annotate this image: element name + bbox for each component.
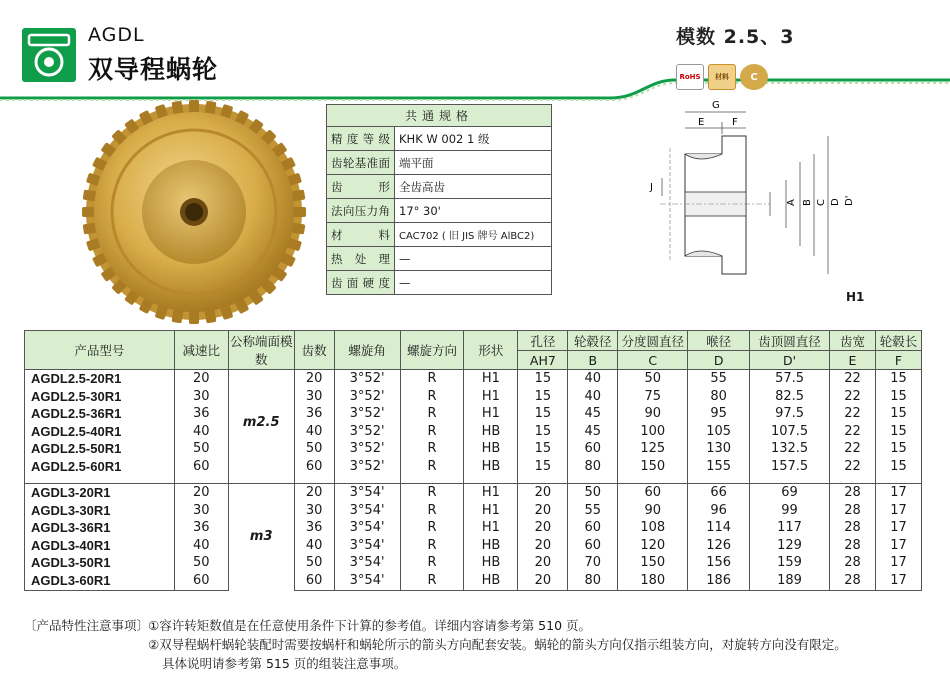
cell-shape: HB — [464, 572, 518, 590]
cell-ratio: 20 — [174, 484, 228, 502]
spec-key: 齿轮基准面 — [327, 151, 395, 175]
separator-cell — [875, 476, 921, 484]
cell-bore: 15 — [518, 405, 568, 423]
header-throat-dia: 喉径 — [688, 331, 750, 351]
cell-hub-len: 15 — [875, 388, 921, 406]
cell-hub-dia: 60 — [568, 440, 618, 458]
cell-outside-dia: 97.5 — [750, 405, 830, 423]
cell-hand: R — [400, 554, 464, 572]
cell-throat-dia: 114 — [688, 519, 750, 537]
cell-throat-dia: 55 — [688, 370, 750, 388]
cell-face-width: 22 — [830, 405, 876, 423]
cell-hub-dia: 40 — [568, 388, 618, 406]
cell-hub-dia: 80 — [568, 572, 618, 590]
header-ratio: 减速比 — [174, 331, 228, 370]
header-bore-sub: AH7 — [518, 351, 568, 370]
copper-badge: C — [740, 64, 768, 90]
header-pitch-dia: 分度圆直径 — [618, 331, 688, 351]
cell-hub-len: 17 — [875, 519, 921, 537]
worm-wheel-photo — [70, 100, 318, 324]
cell-hand: R — [400, 537, 464, 555]
cell-shape: HB — [464, 554, 518, 572]
cell-hub-len: 15 — [875, 405, 921, 423]
table-row — [25, 423, 922, 441]
cell-outside-dia: 129 — [750, 537, 830, 555]
table-row — [25, 388, 922, 406]
cell-outside-dia: 69 — [750, 484, 830, 502]
cell-bore: 20 — [518, 537, 568, 555]
cell-ratio: 20 — [174, 370, 228, 388]
note-line: 具体说明请参考第 515 页的组装注意事项。 — [162, 656, 407, 671]
table-row — [25, 405, 922, 423]
material-badges — [676, 64, 768, 90]
cell-ratio: 40 — [174, 537, 228, 555]
cell-hub-dia: 70 — [568, 554, 618, 572]
cell-hand: R — [400, 502, 464, 520]
dim-label-b: B — [802, 199, 813, 206]
separator-cell — [228, 476, 294, 484]
separator-cell — [334, 476, 400, 484]
header-hub-len-sub: F — [875, 351, 921, 370]
cell-outside-dia: 57.5 — [750, 370, 830, 388]
cell-shape: H1 — [464, 405, 518, 423]
cell-hand: R — [400, 458, 464, 476]
cell-helix: 3°54' — [334, 502, 400, 520]
cell-hand: R — [400, 405, 464, 423]
cell-bore: 20 — [518, 519, 568, 537]
table-row — [25, 572, 922, 590]
cell-hub-dia: 60 — [568, 519, 618, 537]
header-module: 公称端面模数 — [228, 331, 294, 370]
cell-ratio: 50 — [174, 554, 228, 572]
table-row — [25, 370, 922, 388]
dim-label-g: G — [712, 100, 720, 111]
cell-hub-dia: 80 — [568, 458, 618, 476]
separator-cell — [518, 476, 568, 484]
cell-shape: HB — [464, 440, 518, 458]
group-separator — [25, 476, 922, 484]
spec-value: 17° 30' — [395, 199, 552, 223]
cell-model: AGDL2.5-20R1 — [25, 370, 175, 388]
cell-helix: 3°52' — [334, 458, 400, 476]
cell-throat-dia: 186 — [688, 572, 750, 590]
cell-model: AGDL2.5-40R1 — [25, 423, 175, 441]
cell-hub-dia: 45 — [568, 405, 618, 423]
dim-label-d-prime: D' — [844, 195, 855, 206]
header-hand: 螺旋方向 — [400, 331, 464, 370]
cell-hand: R — [400, 423, 464, 441]
cell-throat-dia: 80 — [688, 388, 750, 406]
cell-pitch-dia: 60 — [618, 484, 688, 502]
cell-shape: HB — [464, 537, 518, 555]
cell-pitch-dia: 125 — [618, 440, 688, 458]
cell-helix: 3°54' — [334, 519, 400, 537]
cell-face-width: 22 — [830, 423, 876, 441]
cell-shape: H1 — [464, 502, 518, 520]
cell-ratio: 50 — [174, 440, 228, 458]
cell-ratio: 36 — [174, 519, 228, 537]
shape-label: H1 — [846, 290, 865, 304]
spec-value: — — [395, 271, 552, 295]
cell-helix: 3°54' — [334, 537, 400, 555]
spec-key: 热处理 — [327, 247, 395, 271]
separator-cell — [688, 476, 750, 484]
separator-cell — [174, 476, 228, 484]
module-label: 模数 2.5、3 — [676, 26, 795, 48]
cell-teeth: 36 — [294, 405, 334, 423]
cell-throat-dia: 105 — [688, 423, 750, 441]
dim-label-d: D — [830, 198, 841, 206]
cell-module: m2.5 — [228, 370, 294, 476]
cell-throat-dia: 66 — [688, 484, 750, 502]
cell-pitch-dia: 150 — [618, 554, 688, 572]
cell-face-width: 22 — [830, 370, 876, 388]
cell-outside-dia: 132.5 — [750, 440, 830, 458]
spec-key: 法向压力角 — [327, 199, 395, 223]
cell-ratio: 30 — [174, 388, 228, 406]
cell-helix: 3°52' — [334, 405, 400, 423]
cell-teeth: 40 — [294, 537, 334, 555]
cell-bore: 15 — [518, 370, 568, 388]
separator-cell — [750, 476, 830, 484]
cell-model: AGDL3-20R1 — [25, 484, 175, 502]
cell-hub-dia: 55 — [568, 502, 618, 520]
cell-shape: H1 — [464, 519, 518, 537]
header-helix: 螺旋角 — [334, 331, 400, 370]
series-code: AGDL — [88, 24, 145, 46]
cell-model: AGDL3-50R1 — [25, 554, 175, 572]
cell-teeth: 60 — [294, 572, 334, 590]
separator-cell — [294, 476, 334, 484]
separator-cell — [830, 476, 876, 484]
cell-helix: 3°52' — [334, 370, 400, 388]
cell-hand: R — [400, 519, 464, 537]
cell-hub-len: 15 — [875, 370, 921, 388]
separator-cell — [568, 476, 618, 484]
cell-hub-len: 15 — [875, 440, 921, 458]
cell-hand: R — [400, 388, 464, 406]
table-row — [25, 554, 922, 572]
cell-teeth: 60 — [294, 458, 334, 476]
cell-ratio: 40 — [174, 423, 228, 441]
cell-pitch-dia: 90 — [618, 502, 688, 520]
cell-face-width: 28 — [830, 537, 876, 555]
spec-key: 材料 — [327, 223, 395, 247]
cell-hub-dia: 40 — [568, 370, 618, 388]
cell-throat-dia: 126 — [688, 537, 750, 555]
cell-model: AGDL2.5-36R1 — [25, 405, 175, 423]
rohs-badge: RoHS — [676, 64, 704, 90]
cell-teeth: 50 — [294, 554, 334, 572]
cell-ratio: 36 — [174, 405, 228, 423]
cell-throat-dia: 156 — [688, 554, 750, 572]
cell-throat-dia: 96 — [688, 502, 750, 520]
cell-model: AGDL3-40R1 — [25, 537, 175, 555]
cell-hub-dia: 60 — [568, 537, 618, 555]
spec-row — [327, 175, 552, 199]
dim-label-j: J — [650, 182, 653, 193]
cell-bore: 20 — [518, 572, 568, 590]
cell-shape: HB — [464, 423, 518, 441]
dim-label-c: C — [816, 199, 827, 206]
cell-bore: 15 — [518, 388, 568, 406]
cell-bore: 20 — [518, 554, 568, 572]
cell-bore: 20 — [518, 484, 568, 502]
cell-throat-dia: 155 — [688, 458, 750, 476]
header-model: 产品型号 — [25, 331, 175, 370]
header-throat-dia-sub: D — [688, 351, 750, 370]
header-shape: 形状 — [464, 331, 518, 370]
table-row — [25, 537, 922, 555]
separator-cell — [25, 476, 175, 484]
cell-face-width: 22 — [830, 458, 876, 476]
cell-helix: 3°52' — [334, 423, 400, 441]
cell-teeth: 36 — [294, 519, 334, 537]
cell-throat-dia: 95 — [688, 405, 750, 423]
header-outside-dia: 齿顶圆直径 — [750, 331, 830, 351]
cell-hand: R — [400, 440, 464, 458]
table-row — [25, 502, 922, 520]
cell-pitch-dia: 120 — [618, 537, 688, 555]
cell-hub-len: 17 — [875, 537, 921, 555]
cell-pitch-dia: 75 — [618, 388, 688, 406]
product-table — [24, 330, 922, 591]
cell-hand: R — [400, 370, 464, 388]
product-title: 双导程蜗轮 — [88, 55, 219, 84]
cell-shape: H1 — [464, 370, 518, 388]
cell-face-width: 22 — [830, 388, 876, 406]
header-hub-len: 轮毂长 — [875, 331, 921, 351]
cell-face-width: 28 — [830, 519, 876, 537]
cell-outside-dia: 189 — [750, 572, 830, 590]
table-row — [25, 458, 922, 476]
table-row — [25, 440, 922, 458]
cell-hub-len: 17 — [875, 484, 921, 502]
cell-model: AGDL2.5-60R1 — [25, 458, 175, 476]
spec-key: 齿面硬度 — [327, 271, 395, 295]
cell-module: m3 — [228, 484, 294, 591]
spec-row — [327, 199, 552, 223]
note-line: ②双导程蜗杆蜗轮装配时需要按蜗杆和蜗轮所示的箭头方向配套安装。蜗轮的箭头方向仅指示组装方向，对旋转方向没有限定。 — [148, 637, 847, 652]
dim-label-f: F — [732, 117, 738, 128]
cell-model: AGDL3-60R1 — [25, 572, 175, 590]
material-badge: 材料 — [708, 64, 736, 90]
cell-teeth: 30 — [294, 502, 334, 520]
cell-model: AGDL3-30R1 — [25, 502, 175, 520]
header-teeth: 齿数 — [294, 331, 334, 370]
cell-teeth: 20 — [294, 370, 334, 388]
cell-pitch-dia: 180 — [618, 572, 688, 590]
separator-cell — [618, 476, 688, 484]
cell-bore: 15 — [518, 458, 568, 476]
cell-bore: 15 — [518, 423, 568, 441]
cell-hub-len: 15 — [875, 423, 921, 441]
dim-label-e: E — [698, 117, 705, 128]
spec-key: 精度等级 — [327, 127, 395, 151]
cell-hub-len: 17 — [875, 572, 921, 590]
cell-outside-dia: 159 — [750, 554, 830, 572]
cell-face-width: 22 — [830, 440, 876, 458]
spec-value: 端平面 — [395, 151, 552, 175]
spec-value: 全齿高齿 — [395, 175, 552, 199]
cell-outside-dia: 82.5 — [750, 388, 830, 406]
cell-bore: 15 — [518, 440, 568, 458]
cell-face-width: 28 — [830, 484, 876, 502]
cell-helix: 3°54' — [334, 484, 400, 502]
spec-value: — — [395, 247, 552, 271]
spec-title: 共通规格 — [327, 105, 552, 127]
cell-helix: 3°54' — [334, 572, 400, 590]
header-face-width-sub: E — [830, 351, 876, 370]
cell-model: AGDL3-36R1 — [25, 519, 175, 537]
cell-shape: H1 — [464, 388, 518, 406]
cell-hub-len: 15 — [875, 458, 921, 476]
cell-helix: 3°54' — [334, 554, 400, 572]
spec-value: CAC702 ( 旧 JIS 牌号 AlBC2) — [395, 223, 552, 247]
gear-set-icon — [22, 28, 76, 82]
spec-row — [327, 127, 552, 151]
cell-teeth: 40 — [294, 423, 334, 441]
cell-shape: HB — [464, 458, 518, 476]
cell-bore: 20 — [518, 502, 568, 520]
header-pitch-dia-sub: C — [618, 351, 688, 370]
spec-row — [327, 247, 552, 271]
cell-teeth: 50 — [294, 440, 334, 458]
header-face-width: 齿宽 — [830, 331, 876, 351]
spec-row — [327, 223, 552, 247]
table-row — [25, 519, 922, 537]
separator-cell — [400, 476, 464, 484]
separator-cell — [464, 476, 518, 484]
cell-hub-dia: 50 — [568, 484, 618, 502]
series-logo — [22, 28, 76, 82]
cell-ratio: 30 — [174, 502, 228, 520]
cell-pitch-dia: 150 — [618, 458, 688, 476]
note-line: ①容许转矩数值是在任意使用条件下计算的参考值。详细内容请参考第 510 页。 — [148, 618, 592, 633]
cell-pitch-dia: 108 — [618, 519, 688, 537]
cell-outside-dia: 107.5 — [750, 423, 830, 441]
cell-model: AGDL2.5-50R1 — [25, 440, 175, 458]
cell-face-width: 28 — [830, 554, 876, 572]
cell-helix: 3°52' — [334, 440, 400, 458]
cell-hub-len: 17 — [875, 554, 921, 572]
cell-model: AGDL2.5-30R1 — [25, 388, 175, 406]
cell-pitch-dia: 100 — [618, 423, 688, 441]
cell-helix: 3°52' — [334, 388, 400, 406]
cell-ratio: 60 — [174, 458, 228, 476]
spec-key: 齿形 — [327, 175, 395, 199]
cell-teeth: 30 — [294, 388, 334, 406]
common-spec-table — [326, 104, 552, 295]
header-hub-dia: 轮毂径 — [568, 331, 618, 351]
cell-hub-dia: 45 — [568, 423, 618, 441]
header-hub-dia-sub: B — [568, 351, 618, 370]
cell-hub-len: 17 — [875, 502, 921, 520]
cell-hand: R — [400, 484, 464, 502]
cell-teeth: 20 — [294, 484, 334, 502]
spec-row — [327, 151, 552, 175]
cell-ratio: 60 — [174, 572, 228, 590]
cell-pitch-dia: 90 — [618, 405, 688, 423]
cell-outside-dia: 157.5 — [750, 458, 830, 476]
header-bore: 孔径 — [518, 331, 568, 351]
header-outside-dia-sub: D' — [750, 351, 830, 370]
spec-value: KHK W 002 1 级 — [395, 127, 552, 151]
spec-row — [327, 271, 552, 295]
cross-section-drawing — [640, 96, 900, 312]
cell-outside-dia: 117 — [750, 519, 830, 537]
cell-throat-dia: 130 — [688, 440, 750, 458]
dim-label-a: A — [786, 199, 797, 206]
cell-outside-dia: 99 — [750, 502, 830, 520]
cell-pitch-dia: 50 — [618, 370, 688, 388]
notes-title: 〔产品特性注意事项〕 — [24, 618, 150, 633]
cell-shape: H1 — [464, 484, 518, 502]
cell-face-width: 28 — [830, 502, 876, 520]
cell-face-width: 28 — [830, 572, 876, 590]
cell-hand: R — [400, 572, 464, 590]
table-row — [25, 484, 922, 502]
